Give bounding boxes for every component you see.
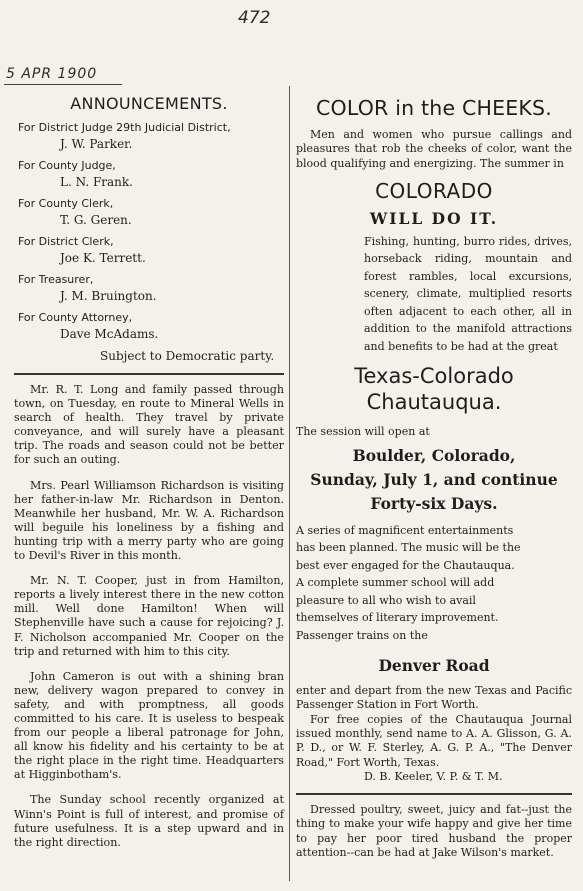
local-item: The Sunday school recently organized at Winn's Point is full of interest, and promise of future usefulness. It is a step upward and in the right direction.: [14, 793, 284, 849]
candidate-name: L. N. Frank.: [60, 175, 133, 189]
entertainments-text: A series of magnificent entertainments has been planned. The music will be the best ever engaged for the Chautauqua. A complete summer school will add pleasure to all who wish to avail themselves of literary improvement. Passenger trains on the: [296, 523, 521, 642]
poultry-notice: Dressed poultry, sweet, juicy and fat--just the thing to make your wife happy and give her time to pay her poor tired husband the proper attention--can be had at Jake Wilson's market.: [296, 802, 572, 859]
office-label: For County Judge,: [18, 159, 116, 172]
advert-intro: Men and women who pursue callings and pleasures that rob the cheeks of color, want the blood qualifying and energizing. The summer in: [296, 128, 572, 170]
chautauqua-title: [296, 363, 572, 415]
right-column: [296, 92, 572, 860]
column-divider: [289, 86, 290, 881]
section-rule: [14, 373, 284, 375]
signature: D. B. Keeler, V. P. & T. M.: [364, 769, 503, 783]
candidate-name: Joe K. Terrett.: [60, 251, 146, 265]
candidate-name: J. M. Bruington.: [60, 289, 157, 303]
session-intro: The session will open at: [296, 425, 430, 439]
session-duration: Forty-six Days.: [370, 493, 498, 513]
activities-text: Fishing, hunting, burro rides, drives, horseback riding, mountain and forest rambles, local excursions, scenery, climate, multiplied resorts often adjacent to each other, all in addition to the manifold attractions and benefits to be had at the great: [364, 234, 572, 353]
local-item: Mr. R. T. Long and family passed through town, on Tuesday, en route to Mineral Wells in search of health. They travel by private conveyance, and will surely have a pleasant trip. The roads and season could not be better for such an outing.: [14, 383, 284, 467]
office-label: For District Judge 29th Judicial District,: [18, 121, 231, 134]
local-item: Mr. N. T. Cooper, just in from Hamilton, reports a lively interest there in the new cotton mill. Well done Hamilton! When will Stephenville have such a cause for rejoicing? J. F. Nicholson accompanied Mr. Cooper on the trip and returned with him to this city.: [14, 574, 284, 658]
session-location: Boulder, Colorado,: [352, 445, 516, 465]
office-label: For County Clerk,: [18, 197, 114, 210]
office-label: For District Clerk,: [18, 235, 114, 248]
candidate-name: Dave McAdams.: [60, 327, 159, 341]
session-details: [296, 444, 572, 516]
chautauqua-title-line2: Chautauqua.: [366, 390, 502, 415]
section-rule: [296, 793, 572, 795]
advert-title: COLOR in the CHEEKS.: [315, 96, 552, 120]
will-do-it: WILL DO IT.: [369, 208, 499, 228]
colorado-heading: COLORADO: [375, 178, 493, 203]
date-rule: [4, 84, 122, 85]
candidate-name: J. W. Parker.: [60, 137, 133, 151]
chautauqua-title-line1: Texas-Colorado: [354, 364, 514, 389]
party-note: Subject to Democratic party.: [100, 349, 275, 363]
page-number: 472: [238, 8, 271, 28]
announcement-list: [14, 121, 284, 343]
depart-text: enter and depart from the new Texas and Pacific Passenger Station in Fort Worth.: [296, 684, 572, 712]
handwritten-date: 5 APR 1900: [6, 66, 98, 82]
local-item: Mrs. Pearl Williamson Richardson is visiting her father-in-law Mr. Richardson in Denton. Meanwhile her husband, Mr. W. A. Richardson will beguile his loneliness by a fishing and hunting trip with a merry party who are going to Devil's River in this month.: [14, 478, 284, 563]
railroad-name: Denver Road: [378, 656, 490, 676]
candidate-name: T. G. Geren.: [60, 213, 132, 227]
office-label: For County Attorney,: [18, 311, 133, 324]
left-column: [14, 92, 284, 861]
announcements-heading: ANNOUNCEMENTS.: [70, 94, 228, 113]
local-item: John Cameron is out with a shining bran new, delivery wagon prepared to convey in safety, and with promptness, all goods committed to his care. It is useless to bespeak from our people a liberal patronage for John, all know his fidelity and his certainty to be at the right place in the right time. Headquarters at Higginbotham's.: [14, 669, 284, 782]
copies-text: For free copies of the Chautauqua Journal issued monthly, send name to A. A. Glisson, G. A. P. D., or W. F. Sterley, A. G. P. A., "The Denver Road," Fort Worth, Texas.: [296, 712, 572, 769]
office-label: For Treasurer,: [18, 273, 94, 286]
session-date: Sunday, July 1, and continue: [310, 469, 558, 489]
